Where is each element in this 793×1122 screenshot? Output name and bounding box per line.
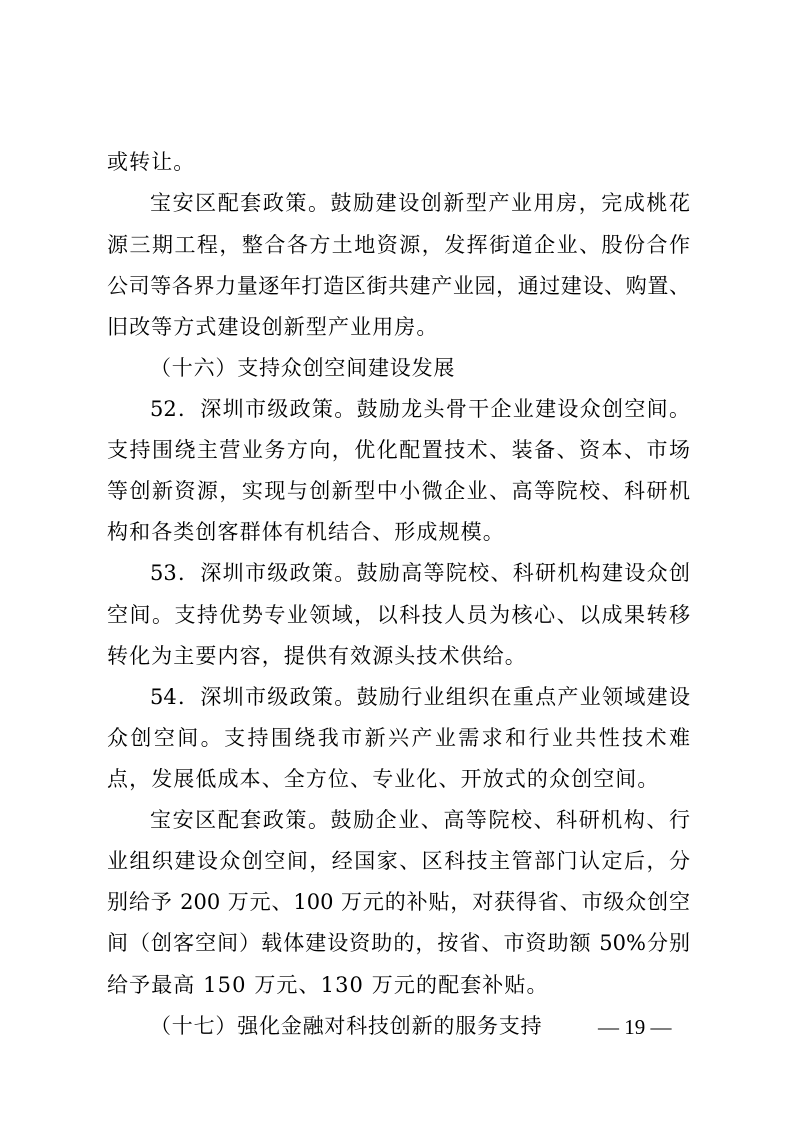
text-line: 空间。支持优势专业领域，以科技人员为核心、以成果转移 [107, 603, 690, 627]
text-line: 业组织建设众创空间，经国家、区科技主管部门认定后，分 [107, 849, 690, 873]
text-line: 公司等各界力量逐年打造区街共建产业园，通过建设、购置、 [107, 274, 690, 298]
text-line: 间（创客空间）载体建设资助的，按省、市资助额 50%分别 [107, 931, 690, 955]
text-line: 源三期工程，整合各方土地资源，发挥街道企业、股份合作 [107, 233, 690, 257]
text-line: 众创空间。支持围绕我市新兴产业需求和行业共性技术难 [107, 726, 690, 750]
section-heading: （十六）支持众创空间建设发展 [150, 356, 456, 380]
text-line: 构和各类创客群体有机结合、形成规模。 [107, 520, 505, 544]
paragraph-line: 宝安区配套政策。鼓励建设创新型产业用房，完成桃花 [150, 191, 690, 215]
paragraph-line: 53．深圳市级政策。鼓励高等院校、科研机构建设众创 [150, 561, 690, 585]
text-line: 点，发展低成本、全方位、专业化、开放式的众创空间。 [107, 767, 660, 791]
text-line: 转化为主要内容，提供有效源头技术供给。 [107, 644, 527, 668]
text-line: 或转让。 [107, 150, 196, 174]
text-line: 等创新资源，实现与创新型中小微企业、高等院校、科研机 [107, 479, 690, 503]
text-line: 别给予 200 万元、100 万元的补贴，对获得省、市级众创空 [107, 890, 690, 914]
paragraph-line: 52．深圳市级政策。鼓励龙头骨干企业建设众创空间。 [150, 397, 690, 421]
text-line: 支持围绕主营业务方向，优化配置技术、装备、资本、市场 [107, 438, 690, 462]
section-heading: （十七）强化金融对科技创新的服务支持 [150, 1014, 543, 1038]
page-number: — 19 — [598, 1015, 672, 1039]
paragraph-line: 宝安区配套政策。鼓励企业、高等院校、科研机构、行 [150, 808, 690, 832]
paragraph-line: 54．深圳市级政策。鼓励行业组织在重点产业领域建设 [150, 685, 690, 709]
text-line: 给予最高 150 万元、130 万元的配套补贴。 [107, 973, 549, 997]
text-line: 旧改等方式建设创新型产业用房。 [107, 315, 439, 339]
